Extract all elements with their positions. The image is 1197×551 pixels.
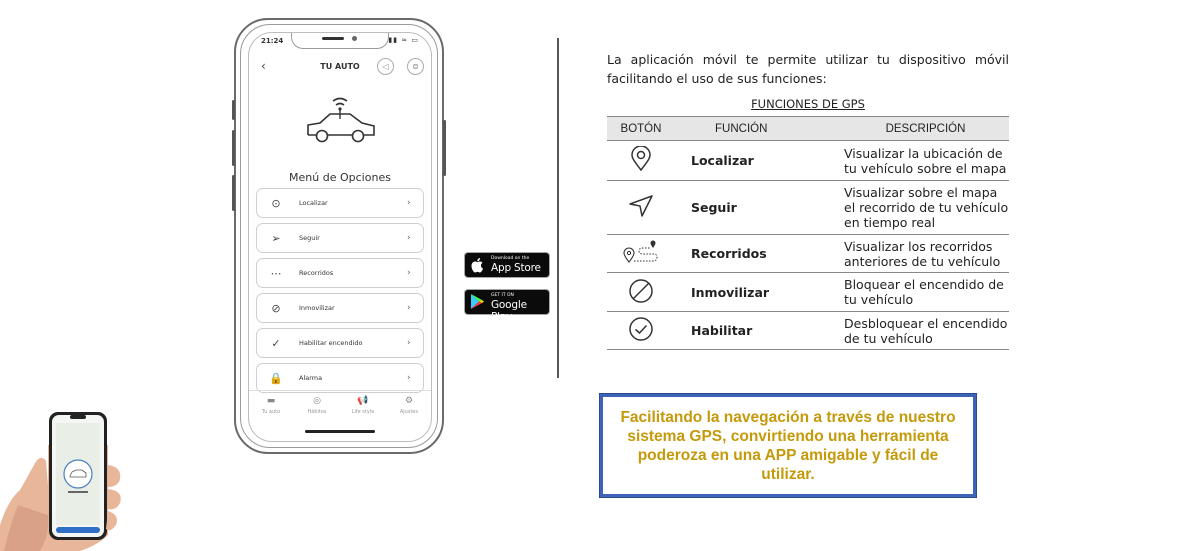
phone-side-button	[232, 100, 235, 120]
back-icon[interactable]: ‹	[261, 59, 266, 73]
menu-item-recorridos[interactable]	[256, 258, 424, 288]
vertical-divider	[557, 38, 559, 378]
location-pin-icon: ⊙	[271, 196, 281, 210]
chevron-right-icon: ›	[407, 233, 411, 243]
header-descripcion: DESCRIPCIÓN	[842, 117, 1009, 141]
icon-cell	[607, 273, 675, 312]
status-icons: ▮▮ ≈ ▭	[388, 36, 419, 44]
function-description: Visualizar la ubicación de tu vehículo sobre el mapa	[842, 141, 1009, 181]
menu-item-label: Alarma	[299, 374, 323, 382]
phone-screen	[248, 32, 432, 442]
menu-item-label: Seguir	[299, 234, 320, 242]
icon-cell	[607, 235, 675, 273]
table-row	[607, 273, 1009, 312]
function-name: Habilitar	[675, 312, 842, 350]
table-row	[607, 312, 1009, 350]
car-icon: ▬	[266, 396, 276, 406]
google-play-small-text: GET IT ON	[491, 293, 514, 298]
function-description: Bloquear el encendido de tu vehículo	[842, 273, 1009, 312]
table-row	[607, 235, 1009, 273]
check-circle-icon	[628, 316, 654, 342]
tab-habitos[interactable]	[297, 396, 337, 415]
header-boton: BOTÓN	[607, 117, 675, 141]
function-name: Localizar	[675, 141, 842, 181]
tab-bar	[249, 390, 431, 441]
menu-item-label: Habilitar encendido	[299, 339, 363, 347]
connected-car-icon	[300, 93, 380, 149]
callout-text: Facilitando la navegación a través de nuestro sistema GPS, convirtiendo una herramienta poderoza en una APP amigable y fácil de utilizar.	[620, 408, 956, 483]
status-time: 21:24	[261, 37, 284, 45]
lock-icon: 🔒	[269, 371, 283, 385]
phone-power-button	[443, 120, 446, 176]
gps-functions-table	[607, 116, 1009, 350]
hand-holding-phone-image	[0, 405, 130, 551]
chevron-right-icon: ›	[407, 303, 411, 313]
menu-title: Menú de Opciones	[289, 171, 391, 184]
menu-item-label: Localizar	[299, 199, 328, 207]
prohibited-icon: ⊘	[271, 301, 281, 315]
phone-volume-up	[232, 130, 235, 166]
car-front-icon[interactable]: ⊜	[407, 58, 424, 75]
camera	[352, 36, 357, 41]
home-indicator	[305, 430, 375, 433]
tab-tu-auto[interactable]	[251, 396, 291, 415]
chevron-right-icon: ›	[407, 268, 411, 278]
app-store-small-text: Download on the	[491, 256, 530, 261]
table-row	[607, 141, 1009, 181]
icon-cell	[607, 181, 675, 235]
tab-label: Tu auto	[261, 409, 281, 415]
phone-mockup	[234, 18, 444, 454]
icon-cell	[607, 141, 675, 181]
menu-item-habilitar-encendido[interactable]	[256, 328, 424, 358]
callout-box	[600, 394, 976, 497]
menu-item-alarma[interactable]	[256, 363, 424, 393]
menu-item-label: Recorridos	[299, 269, 334, 277]
table-header-row	[607, 117, 1009, 141]
apple-icon	[471, 257, 485, 273]
function-name: Seguir	[675, 181, 842, 235]
steering-wheel-icon: ◎	[313, 396, 321, 406]
tab-label: Ajustes	[399, 409, 419, 415]
speaker	[322, 37, 344, 40]
gear-icon: ⚙	[404, 396, 414, 406]
chevron-right-icon: ›	[407, 373, 411, 383]
route-icon: ⋯	[270, 266, 282, 280]
menu-item-localizar[interactable]	[256, 188, 424, 218]
app-title: TU AUTO	[320, 62, 360, 71]
menu-list	[256, 188, 424, 398]
tab-label: Hábitos	[307, 409, 327, 415]
tab-label: Life style	[351, 409, 375, 415]
location-pin-icon	[630, 146, 652, 172]
function-name: Recorridos	[675, 235, 842, 273]
app-header	[249, 57, 431, 77]
phone-notch	[291, 32, 389, 49]
google-play-badge[interactable]	[464, 289, 550, 323]
table-title: FUNCIONES DE GPS	[751, 97, 865, 111]
alarm-speaker-icon[interactable]: ◁	[377, 58, 394, 75]
function-name: Inmovilizar	[675, 273, 842, 312]
menu-item-label: Inmovilizar	[299, 304, 335, 312]
navigation-arrow-icon: ➢	[271, 231, 281, 245]
icon-cell	[607, 312, 675, 350]
table-row	[607, 181, 1009, 235]
phone-volume-down	[232, 175, 235, 211]
menu-item-seguir[interactable]	[256, 223, 424, 253]
megaphone-icon: 📢	[357, 396, 369, 406]
app-store-text: App Store	[491, 262, 541, 274]
check-circle-icon: ✓	[271, 336, 281, 350]
header-funcion: FUNCIÓN	[675, 117, 842, 141]
google-play-text: Google Play	[491, 299, 527, 323]
prohibited-icon	[628, 278, 654, 304]
tab-life-style[interactable]	[343, 396, 383, 415]
function-description: Desbloquear el encendido de tu vehículo	[842, 312, 1009, 350]
tab-ajustes[interactable]	[389, 396, 429, 415]
function-description: Visualizar sobre el mapa el recorrido de tu vehículo en tiempo real	[842, 181, 1009, 235]
chevron-right-icon: ›	[407, 198, 411, 208]
route-icon	[623, 240, 659, 264]
chevron-right-icon: ›	[407, 338, 411, 348]
menu-item-inmovilizar[interactable]	[256, 293, 424, 323]
navigation-arrow-icon	[628, 194, 654, 218]
function-description: Visualizar los recorridos anteriores de tu vehículo	[842, 235, 1009, 273]
app-store-badge[interactable]	[464, 252, 550, 278]
intro-text: La aplicación móvil te permite utilizar tu dispositivo móvil facilitando el uso de sus funciones:	[607, 52, 1009, 86]
google-play-icon	[471, 294, 484, 309]
